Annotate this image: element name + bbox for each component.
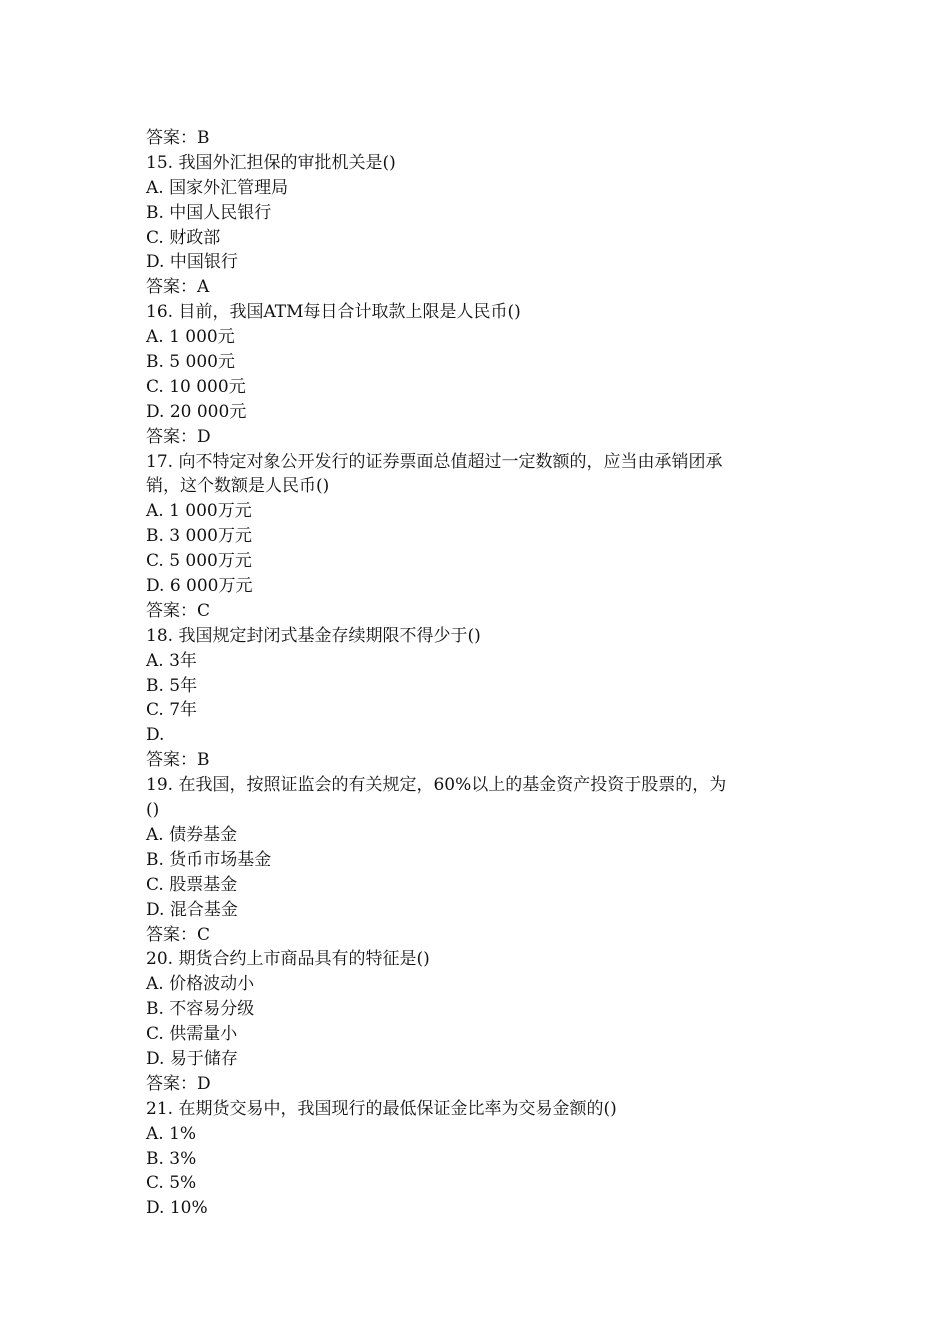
answer-line: 答案：C	[146, 924, 211, 945]
option-line: B. 5 000元	[146, 352, 235, 373]
option-line: C. 5 000万元	[146, 551, 252, 572]
option-line: D.	[146, 725, 165, 746]
option-line: D. 中国银行	[146, 252, 238, 273]
question-18: 18. 我国规定封闭式基金存续期限不得少于()	[146, 625, 481, 646]
option-line: A. 债券基金	[146, 824, 238, 845]
option-line: B. 3 000万元	[146, 526, 252, 547]
question-19-continued: ()	[146, 800, 160, 821]
answer-line: 答案：D	[146, 1073, 211, 1094]
question-19: 19. 在我国，按照证监会的有关规定，60%以上的基金资产投资于股票的，为	[146, 775, 727, 796]
option-line: A. 1 000万元	[146, 501, 252, 522]
option-line: C. 股票基金	[146, 874, 238, 895]
question-20: 20. 期货合约上市商品具有的特征是()	[146, 949, 430, 970]
option-line: C. 7年	[146, 700, 198, 721]
option-line: D. 6 000万元	[146, 576, 253, 597]
answer-line: 答案：A	[146, 277, 210, 298]
option-line: A. 价格波动小	[146, 974, 255, 995]
option-line: D. 20 000元	[146, 401, 247, 422]
option-line: C. 5%	[146, 1173, 197, 1194]
option-line: A. 1%	[146, 1123, 197, 1144]
question-21: 21. 在期货交易中，我国现行的最低保证金比率为交易金额的()	[146, 1098, 617, 1119]
option-line: D. 混合基金	[146, 899, 238, 920]
option-line: C. 财政部	[146, 227, 221, 248]
question-15: 15. 我国外汇担保的审批机关是()	[146, 152, 396, 173]
answer-line: 答案：C	[146, 600, 211, 621]
document-body	[146, 126, 806, 1221]
option-line: C. 供需量小	[146, 1024, 238, 1045]
answer-line: 答案：B	[146, 750, 210, 771]
option-line: B. 3%	[146, 1148, 197, 1169]
option-line: B. 货币市场基金	[146, 849, 272, 870]
question-16: 16. 目前，我国ATM每日合计取款上限是人民币()	[146, 302, 521, 323]
option-line: A. 1 000元	[146, 327, 235, 348]
answer-line: 答案：B	[146, 128, 210, 148]
option-line: A. 国家外汇管理局	[146, 177, 289, 198]
option-line: C. 10 000元	[146, 376, 246, 397]
option-line: B. 中国人民银行	[146, 202, 272, 223]
option-line: D. 10%	[146, 1198, 208, 1219]
question-17-continued: 销，这个数额是人民币()	[146, 476, 330, 497]
answer-line: 答案：D	[146, 426, 211, 447]
option-line: D. 易于储存	[146, 1048, 238, 1069]
option-line: B. 不容易分级	[146, 999, 255, 1020]
question-17: 17. 向不特定对象公开发行的证券票面总值超过一定数额的，应当由承销团承	[146, 451, 723, 472]
option-line: A. 3年	[146, 650, 197, 671]
option-line: B. 5年	[146, 675, 198, 696]
